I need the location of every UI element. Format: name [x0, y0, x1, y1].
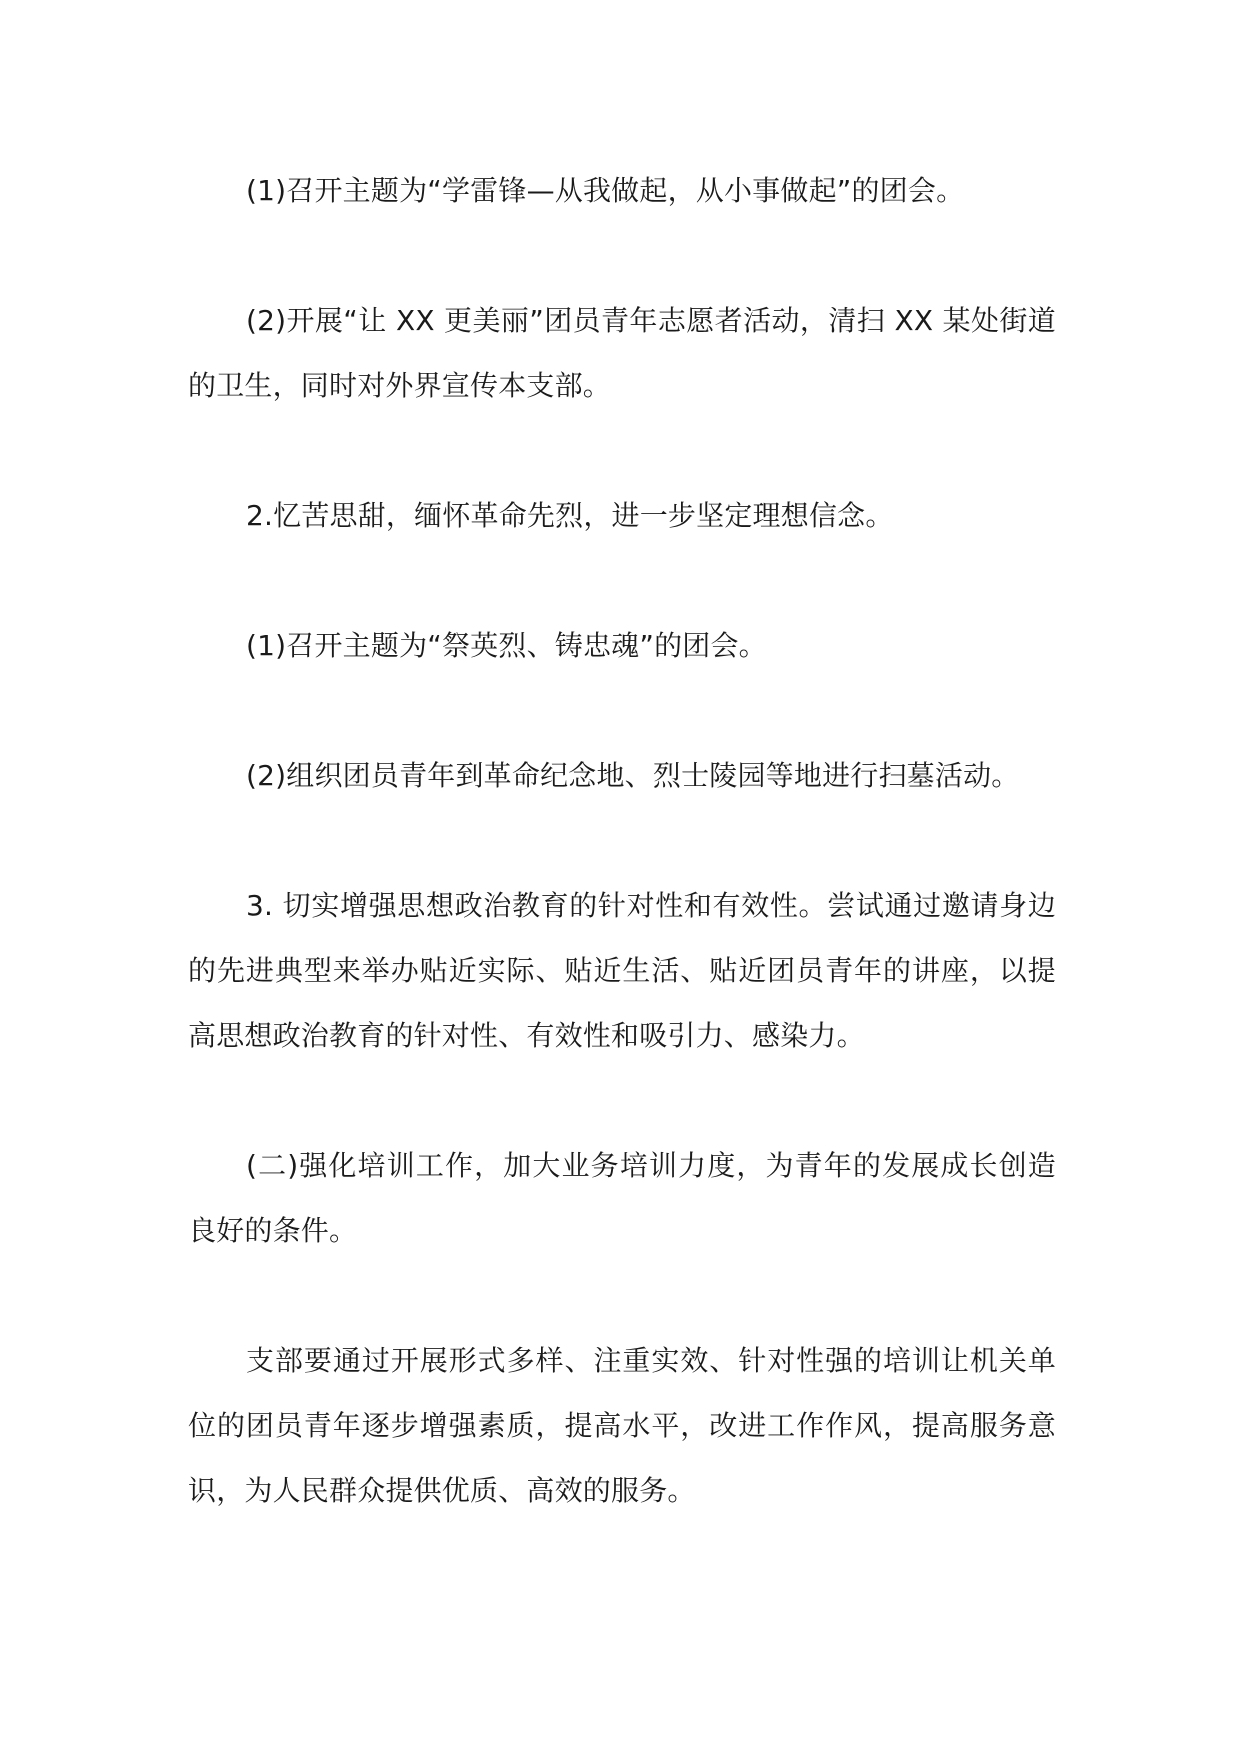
- paragraph-8: 支部要通过开展形式多样、注重实效、针对性强的培训让机关单位的团员青年逐步增强素质，提高水平，改进工作作风，提高服务意识，为人民群众提供优质、高效的服务。: [188, 1344, 1056, 1507]
- paragraph-4: (1)召开主题为“祭英烈、铸忠魂”的团会。: [246, 629, 767, 662]
- paragraph-6: 3. 切实增强思想政治教育的针对性和有效性。尝试通过邀请身边的先进典型来举办贴近实际、贴近生活、贴近团员青年的讲座，以提高思想政治教育的针对性、有效性和吸引力、感染力。: [188, 889, 1056, 1052]
- document-body: [188, 158, 1056, 1523]
- paragraph-7: (二)强化培训工作，加大业务培训力度，为青年的发展成长创造良好的条件。: [188, 1149, 1056, 1247]
- paragraph-5: (2)组织团员青年到革命纪念地、烈士陵园等地进行扫墓活动。: [246, 759, 1020, 792]
- paragraph-3: 2.忆苦思甜，缅怀革命先烈，进一步坚定理想信念。: [246, 499, 894, 532]
- paragraph-1: (1)召开主题为“学雷锋—从我做起，从小事做起”的团会。: [246, 174, 965, 207]
- paragraph-2: (2)开展“让 XX 更美丽”团员青年志愿者活动，清扫 XX 某处街道的卫生，同时对外界宣传本支部。: [188, 304, 1056, 402]
